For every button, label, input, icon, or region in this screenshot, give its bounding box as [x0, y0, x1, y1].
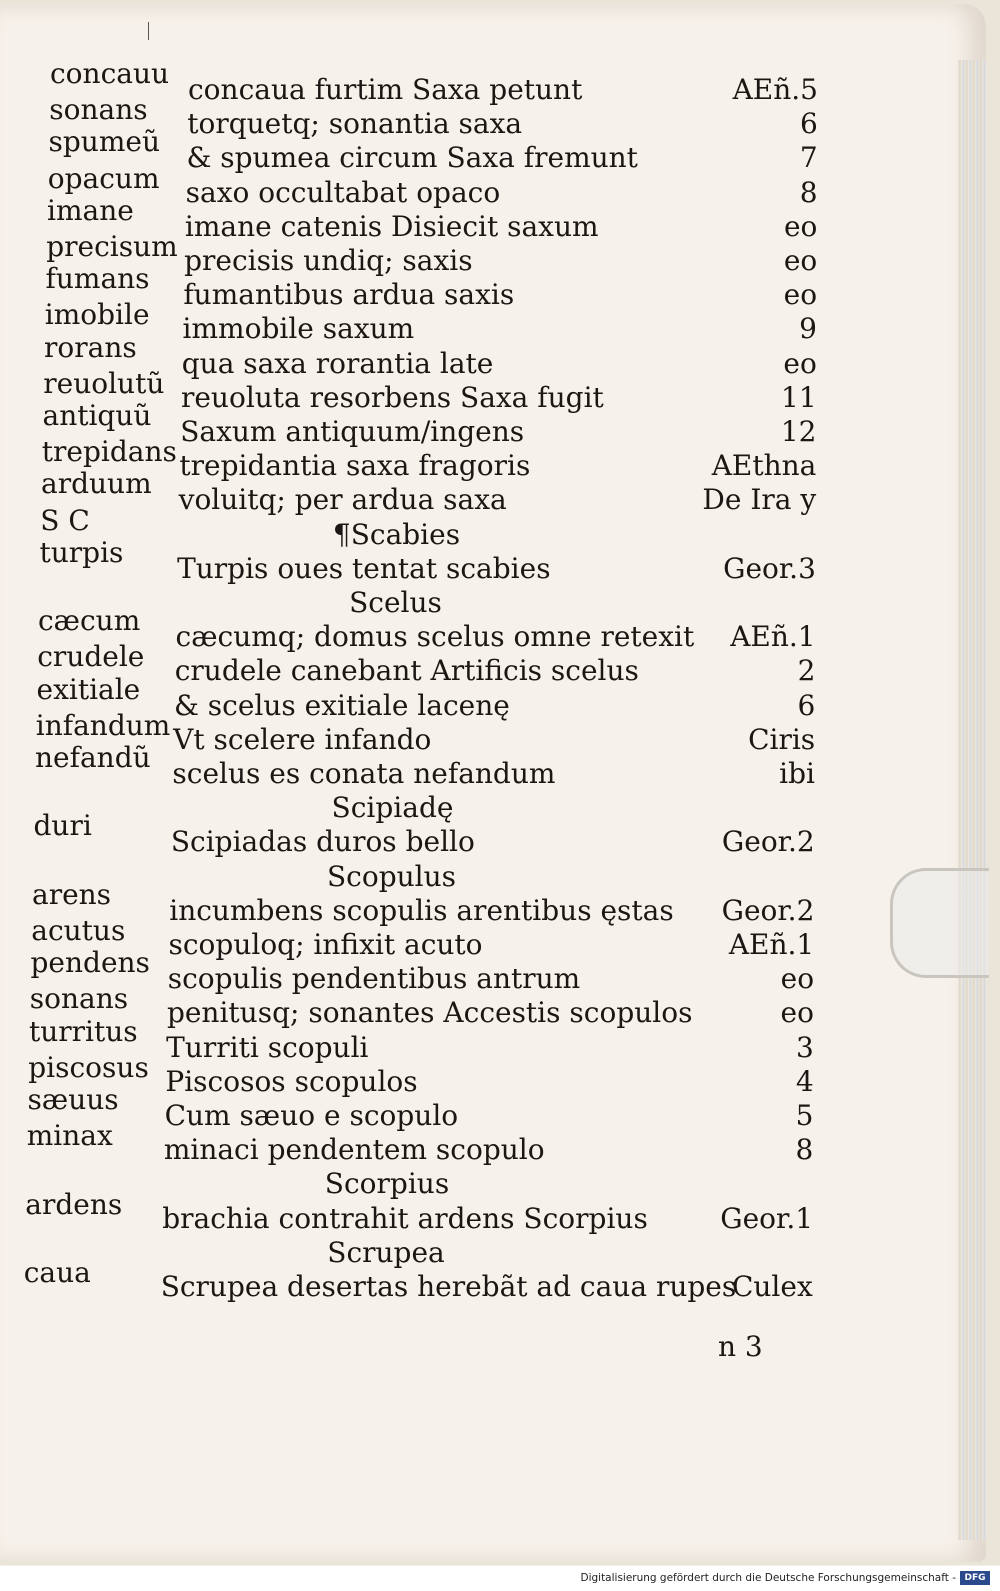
entry-row [0, 535, 986, 587]
margin-word: precisum [46, 230, 178, 263]
quotation: qua saxa rorantia late [181, 346, 494, 380]
quotation: saxo occultabat opaco [185, 175, 501, 209]
quotation: Saxum antiquum/ingens [180, 415, 525, 448]
margin-word: antiquũ [42, 399, 152, 432]
source-reference: 8 [799, 175, 818, 209]
source-reference: 3 [795, 1030, 814, 1064]
margin-word: minax [26, 1119, 113, 1153]
margin-word: acutus [31, 914, 126, 947]
source-reference: 12 [780, 415, 817, 448]
source-reference: 7 [799, 141, 818, 175]
margin-word: imane [47, 193, 134, 227]
source-reference: 5 [795, 1099, 814, 1132]
source-reference: Geor.2 [721, 825, 815, 859]
source-reference: AEthna [711, 449, 817, 483]
margin-word: turritus [29, 1014, 138, 1048]
entry-row [0, 982, 986, 1031]
quotation: & spumea circum Saxa fremunt [186, 141, 638, 175]
margin-mark [148, 22, 149, 40]
source-reference: eo [780, 996, 814, 1030]
margin-word: arens [32, 877, 112, 911]
margin-word: rorans [44, 330, 137, 364]
entry-row [0, 1256, 986, 1305]
margin-word: exitiale [36, 672, 141, 706]
quotation: immobile saxum [182, 312, 415, 346]
quotation: crudele canebant Artificis scelus [174, 654, 639, 688]
margin-word: ardens [25, 1187, 123, 1221]
margin-word: concauu [50, 57, 170, 90]
source-reference: Geor.2 [721, 893, 815, 927]
source-reference: 4 [795, 1064, 814, 1098]
margin-word: infandum [35, 708, 171, 742]
section-heading-row [0, 1235, 986, 1271]
section-heading: ¶Scabies [332, 517, 461, 551]
entry-row [0, 946, 986, 997]
section-heading-row [0, 790, 986, 826]
footer-credit: Digitalisierung gefördert durch die Deutsche Forschungsgemeinschaft - [580, 1572, 956, 1584]
source-reference: 8 [795, 1133, 814, 1167]
quotation: scopulis pendentibus antrum [167, 962, 581, 996]
entry-row [0, 1050, 986, 1100]
quotation: cæcumq; domus scelus omne retexit [175, 620, 695, 654]
section-heading: Scrupea [327, 1235, 445, 1269]
quotation: brachia contrahit ardens Scorpius [162, 1201, 648, 1235]
source-reference: AEñ.5 [732, 73, 818, 106]
source-reference: 6 [797, 688, 816, 722]
quotation: Vt scelere infando [173, 722, 432, 756]
source-reference: Culex [731, 1270, 813, 1303]
quotation: Scipiadas duros bello [170, 825, 475, 859]
margin-word: sonans [49, 93, 148, 127]
dfg-logo: DFG [960, 1571, 990, 1585]
signature-mark: n 3 [718, 1330, 763, 1363]
entry-row [0, 467, 986, 518]
quotation: trepidantia saxa fragoris [179, 449, 531, 483]
section-heading: Scipiadę [331, 791, 454, 825]
source-reference: eo [783, 278, 818, 312]
source-reference: De Ira y [702, 483, 817, 517]
quotation: penitusq; sonantes Accestis scopulos [166, 996, 693, 1030]
source-reference: 2 [797, 654, 816, 688]
section-heading-row [0, 1166, 986, 1202]
quotation: scelus es conata nefandum [172, 757, 556, 790]
entry-row [0, 298, 986, 347]
source-reference: Geor.1 [720, 1201, 814, 1235]
source-reference: eo [783, 244, 818, 277]
quotation: incumbens scopulis arentibus ęstas [169, 893, 674, 927]
source-reference: AEñ.1 [728, 928, 815, 961]
source-reference: 9 [799, 312, 817, 346]
margin-word: caua [23, 1256, 91, 1289]
margin-word: imobile [44, 298, 150, 332]
quotation: voluitq; per ardua saxa [178, 483, 507, 517]
margin-word: reuolutũ [43, 366, 165, 400]
quotation: imane catenis Disiecit saxum [184, 209, 599, 243]
entry-row [0, 1119, 986, 1168]
quotation: concaua furtim Saxa petunt [188, 73, 583, 106]
source-reference: ibi [779, 757, 815, 790]
margin-word: nefandũ [35, 741, 151, 774]
entry-row [0, 640, 986, 689]
margin-word: crudele [37, 640, 145, 674]
quotation: precisis undiq; saxis [184, 244, 473, 277]
quotation: Cum sæuo e scopulo [164, 1099, 459, 1132]
section-heading: Scopulus [326, 859, 457, 893]
margin-word: piscosus [28, 1050, 149, 1084]
quotation: minaci pendentem scopulo [163, 1133, 545, 1167]
source-reference: Ciris [748, 722, 816, 756]
entry-row [0, 809, 986, 860]
section-heading-row [0, 859, 986, 895]
source-reference: 11 [781, 380, 817, 414]
entry-row [0, 741, 986, 792]
quotation: torquetq; sonantia saxa [187, 107, 523, 141]
quotation: fumantibus ardua saxis [183, 278, 515, 312]
section-heading-row [0, 503, 986, 553]
source-reference: eo [780, 962, 815, 996]
section-heading: Scorpius [324, 1167, 450, 1201]
margin-word: sonans [29, 982, 129, 1016]
section-heading: Scelus [349, 586, 442, 619]
margin-word: duri [33, 809, 92, 843]
entry-row [0, 1083, 986, 1134]
margin-word: spumeũ [48, 125, 160, 159]
quotation: scopuloq; infixit acuto [168, 928, 483, 961]
margin-word: pendens [30, 946, 150, 980]
section-heading-row [0, 585, 986, 621]
source-reference: Geor.3 [723, 551, 816, 585]
quotation: Scrupea desertas herebãt ad caua rupes [160, 1270, 737, 1303]
entry-row [0, 877, 986, 929]
margin-word: opacum [47, 161, 160, 195]
quotation: reuoluta resorbens Saxa fugit [180, 380, 604, 414]
source-reference: 6 [800, 107, 818, 141]
quotation: Turriti scopuli [166, 1030, 369, 1064]
source-reference: AEñ.1 [730, 620, 816, 654]
source-reference: eo [783, 346, 817, 380]
margin-word: cæcum [38, 604, 141, 638]
entry-row [0, 57, 986, 108]
margin-word: fumans [45, 262, 150, 296]
entry-row [0, 1187, 986, 1237]
entry-row [0, 604, 986, 655]
quotation: & scelus exitiale lacenę [173, 688, 510, 722]
margin-word: S C [40, 503, 90, 537]
margin-word: trepidans [41, 435, 177, 469]
footer-bar [0, 1566, 1000, 1591]
margin-word: arduum [41, 467, 152, 501]
source-reference: eo [783, 209, 818, 243]
margin-word: turpis [39, 535, 124, 569]
margin-word: sæuus [27, 1083, 119, 1116]
entry-row [0, 161, 986, 211]
quotation: Piscosos scopulos [165, 1064, 418, 1098]
quotation: Turpis oues tentat scabies [177, 551, 551, 585]
